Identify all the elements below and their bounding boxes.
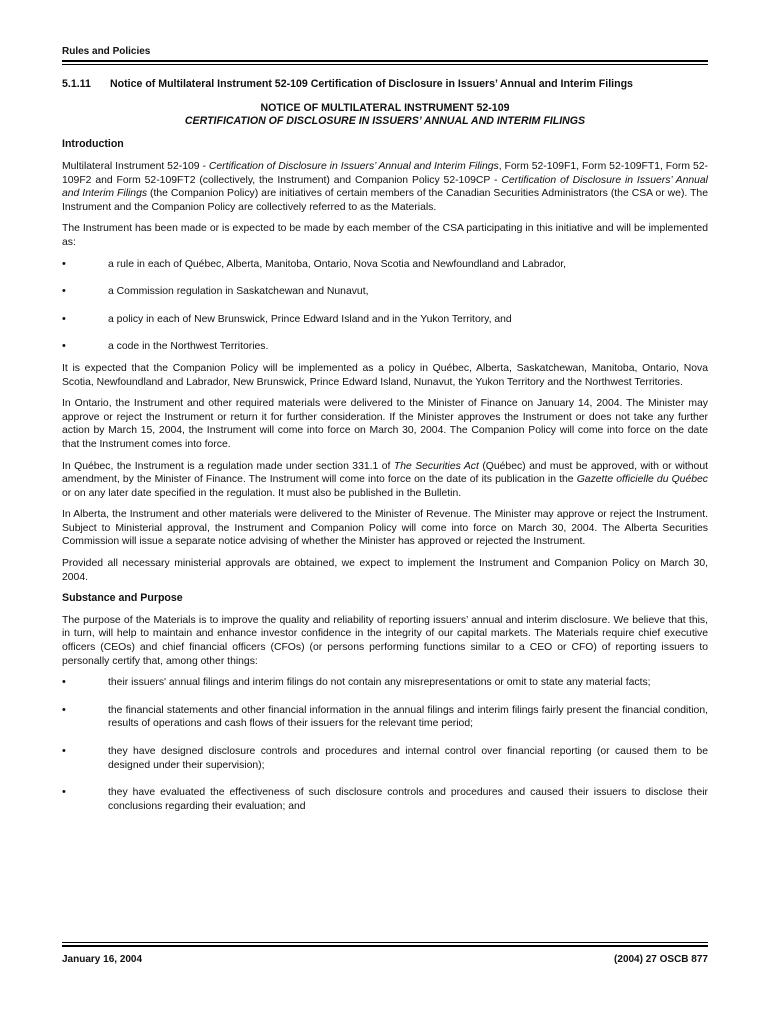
bullet-icon: • [62,312,66,325]
intro-paragraph-7: Provided all necessary ministerial approvals are obtained, we expect to implement the Instrument and Companion Policy on March 30, 2004. [62,558,708,583]
intro-paragraph-1 [62,160,708,214]
text-run: In Québec, the Instrument is a regulation made under section 331.1 of [62,460,394,472]
intro-paragraph-3: It is expected that the Companion Policy will be implemented as a policy in Québec, Alberta, Saskatchewan, Manitoba, Ontario, Nova Scotia, Newfoundland and Labrador, New Brunswick, Prince Edward Island, Nunavut, the Yukon Territory and the Northwest Territories. [62,362,708,388]
bullet-icon: • [62,340,66,353]
list-item-text: a Commission regulation in Saskatchewan and Nunavut, [108,286,369,298]
list-item [62,258,708,272]
bullet-icon: • [62,676,66,689]
bullet-icon: • [62,786,66,799]
notice-title [62,102,708,129]
header-rule [62,60,708,65]
certification-list [62,676,708,813]
bullet-icon: • [62,285,66,298]
footer-date: January 16, 2004 [62,954,143,965]
introduction-heading: Introduction [62,138,124,151]
substance-paragraph-1: The purpose of the Materials is to improve the quality and reliability of reporting issuers’ annual and interim disclosure. We believe that this, in turn, will help to maintain and enhance investor confidence in the integrity of our capital markets. The Materials require chief executive officers (CEOs) and chief financial officers (CFOs) (or persons performing functions similar to a CEO or CFO) of reporting issuers to personally certify that, among other things: [62,614,708,667]
list-item-text: the financial statements and other financial information in the annual filings and interim filings fairly present the financial condition, results of operations and cash flows of their issuers for the relevant time period; [108,704,708,730]
footer-citation: (2004) 27 OSCB 877 [614,954,708,965]
list-item [62,340,708,354]
list-item-text: they have evaluated the effectiveness of such disclosure controls and procedures and caused their issuers to disclose their conclusions regarding their evaluation; and [108,787,708,812]
text-run-italic: Gazette officielle du Québec [576,474,708,486]
list-item-text: they have designed disclosure controls and procedures and internal control over financial reporting (or caused them to be designed under their supervision); [108,746,708,771]
substance-heading: Substance and Purpose [62,592,183,605]
text-run: (Québec) and must be approved, with or without amendment, by the Minister of Finance. The Instrument will come into force on the date of its publication in the [62,460,708,486]
list-item-text: a rule in each of Québec, Alberta, Manitoba, Ontario, Nova Scotia and Newfoundland and Labrador, [108,258,567,270]
text-run: , Form 52-109F1, Form 52-109FT1, Form 52-109F2 and Form 52-109FT2 (collectively, the Instrument) and Companion Policy 52-109CP - [62,161,708,186]
intro-paragraph-4: In Ontario, the Instrument and other required materials were delivered to the Minister of Finance on January 14, 2004. The Minister may approve or reject the Instrument or return it for further consideration. If the Minister approves the Instrument or does not take any further action by March 15, 2004, the Instrument will come into force on March 30, 2004. The Companion Policy will come into force on the date that the Instrument comes into force. [62,398,708,450]
list-item [62,676,708,690]
running-head: Rules and Policies [62,46,151,57]
notice-title-line1: NOTICE OF MULTILATERAL INSTRUMENT 52-109 [260,101,510,114]
notice-title-line2: CERTIFICATION OF DISCLOSURE IN ISSUERS’ ANNUAL AND INTERIM FILINGS [184,115,586,127]
text-run-italic: Certification of Disclosure in Issuers’ Annual and Interim Filings [208,161,499,172]
section-heading [62,78,708,92]
list-item-text: a policy in each of New Brunswick, Prince Edward Island and in the Yukon Territory, and [108,313,512,325]
intro-paragraph-2: The Instrument has been made or is expected to be made by each member of the CSA participating in this initiative and will be implemented as: [62,223,708,248]
text-run: Multilateral Instrument 52-109 - [62,161,209,172]
section-number: 5.1.11 [62,78,91,90]
list-item-text: a code in the Northwest Territories. [108,341,269,353]
document-page [62,0,708,1024]
implementation-list [62,258,708,354]
list-item [62,704,708,731]
list-item [62,285,708,299]
list-item-text: their issuers' annual filings and interim filings do not contain any misrepresentations or omit to state any material facts; [108,677,651,689]
intro-paragraph-5 [62,460,708,501]
intro-paragraph-6: In Alberta, the Instrument and other materials were delivered to the Minister of Revenue. The Minister may approve or reject the Instrument. Subject to Ministerial approval, the Instrument and Companion Policy will come into force on March 30, 2004. The Alberta Securities Commission will issue a separate notice advising of whether the Minister has approved or rejected the Instrument. [62,509,708,548]
page-content [62,78,708,827]
bullet-icon: • [62,745,66,757]
list-item [62,786,708,813]
text-run: or on any later date specified in the regulation. It must also be published in the Bulletin. [62,487,462,499]
bullet-icon: • [62,703,66,716]
list-item [62,745,708,772]
section-title: Notice of Multilateral Instrument 52-109 Certification of Disclosure in Issuers’ Annual and Interim Filings [110,78,633,90]
bullet-icon: • [62,257,66,270]
list-item [62,313,708,327]
text-run-italic: The Securities Act [393,460,479,472]
footer-rule [62,942,708,947]
text-run: (the Companion Policy) are initiatives of certain members of the Canadian Securities Administrators (the CSA or we). The Instrument and the Companion Policy are collectively referred to as the Materials. [62,188,708,213]
text-run-italic: Certification of Disclosure in Issuers’ Annual and Interim Filings [62,174,708,200]
